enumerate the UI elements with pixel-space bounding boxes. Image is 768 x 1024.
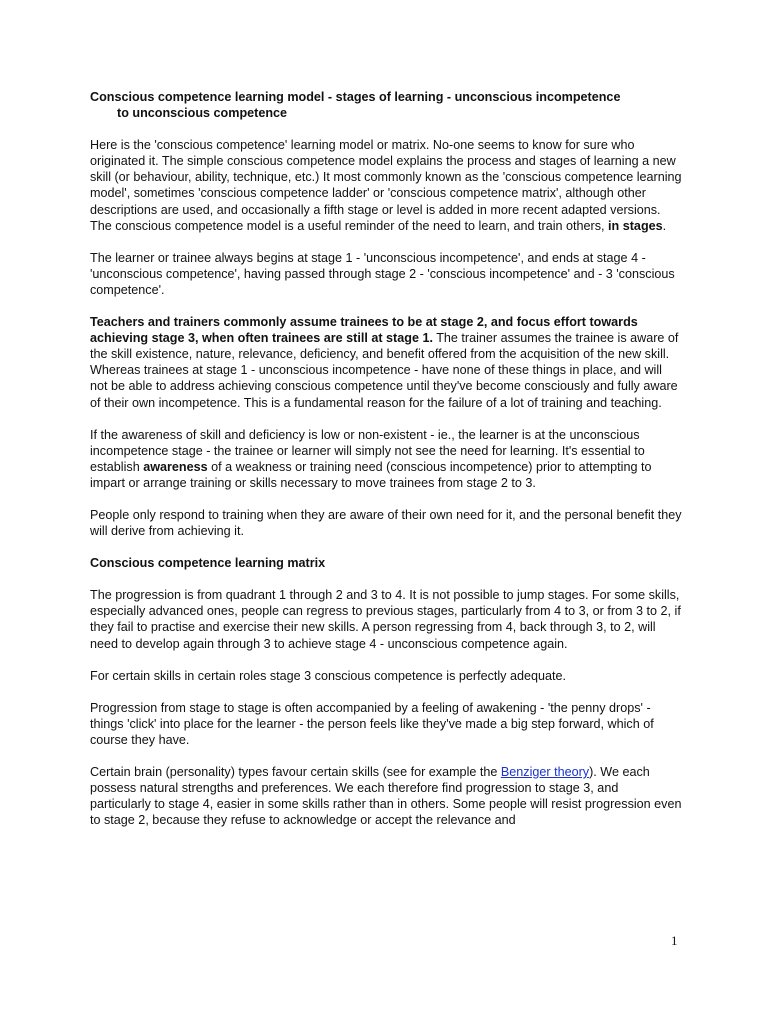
document-body — [90, 89, 682, 844]
paragraph-awakening: Progression from stage to stage is often accompanied by a feeling of awakening - 'the penny drops' - things 'click' into place for the learner - the person feels like they've made a big step forward, which of course they have. — [90, 700, 654, 747]
paragraph-brain-types — [90, 764, 682, 828]
paragraph-awareness — [90, 427, 682, 491]
paragraph-intro-end: . — [662, 218, 667, 233]
paragraph-trainers-bold: Teachers and trainers commonly assume trainees to be at stage 2, and focus effort towards achieving stage 3, when often trainees are still at stage 1. — [90, 315, 638, 346]
paragraph-respond: People only respond to training when they are aware of their own need for it, and the personal benefit they will derive from achieving it. — [90, 507, 682, 539]
paragraph-certain-skills: For certain skills in certain roles stage 3 conscious competence is perfectly adequate. — [90, 668, 566, 683]
benziger-theory-link[interactable]: Benziger theory — [500, 765, 590, 779]
page-number: 1 — [671, 933, 678, 948]
paragraph-intro-text: Here is the 'conscious competence' learning model or matrix. No-one seems to know for sure who originated it. The simple conscious competence model explains the process and stages of learning a new skill (or behaviour, ability, technique, etc.) It most commonly known as the 'conscious competence learning model', sometimes 'conscious competence ladder' or 'conscious competence matrix', although other descriptions are used, and occasionally a fifth stage or level is added in more recent adapted versions. The conscious competence model is a useful reminder of the need to learn, and train others, — [90, 138, 682, 233]
paragraph-stages: The learner or trainee always begins at stage 1 - 'unconscious incompetence', and ends at stage 4 - 'unconscious competence', having passed through stage 2 - 'conscious incompetence' and - 3 'conscious competence'. — [90, 250, 675, 297]
paragraph-brain-types-start: Certain brain (personality) types favour certain skills (see for example the — [90, 765, 501, 779]
paragraph-progression: The progression is from quadrant 1 through 2 and 3 to 4. It is not possible to jump stages. For some skills, especially advanced ones, people can regress to previous stages, particularly from 4 to 3, or from 3 to 2, if they fail to practise and exercise their new skills. A person regressing from 4, back through 3, to 2, will need to develop again through 3 to achieve stage 4 - unconscious competence again. — [90, 588, 681, 651]
paragraph-trainers-text: The trainer assumes the trainee is aware of the skill existence, nature, relevance, deficiency, and benefit offered from the acquisition of the new skill. Whereas trainees at stage 1 - unconscious incompetence - have none of these things in place, and will not be able to address achieving conscious competence until they've become consciously and fully aware of their own incompetence. This is a fundamental reason for the failure of a lot of training and teaching. — [90, 331, 679, 410]
paragraph-intro — [90, 137, 682, 234]
paragraph-awareness-bold: awareness — [143, 459, 208, 474]
paragraph-awareness-start: If the awareness of skill and deficiency is low or non-existent - ie., the learner is at the unconscious incompetence stage - the trainee or learner will simply not see the need for learning. It's essential to establish — [90, 427, 645, 474]
paragraph-awareness-end: of a weakness or training need (conscious incompetence) prior to attempting to impart or arrange training or skills necessary to move trainees from stage 2 to 3. — [90, 459, 652, 490]
paragraph-trainers — [90, 314, 682, 411]
paragraph-brain-types-end: ). We each possess natural strengths and preferences. We each therefore find progression to stage 3, and particularly to stage 4, easier in some skills rather than in others. Some people will resist progression even to stage 2, because they refuse to acknowledge or accept the relevance and — [90, 765, 682, 828]
title-line-2: to unconscious competence — [117, 106, 288, 121]
paragraph-intro-bold: in stages — [608, 218, 663, 233]
document-title — [90, 89, 682, 121]
title-line-1: Conscious competence learning model - stages of learning - unconscious incompetence — [90, 90, 621, 104]
section-heading-matrix: Conscious competence learning matrix — [90, 556, 326, 571]
